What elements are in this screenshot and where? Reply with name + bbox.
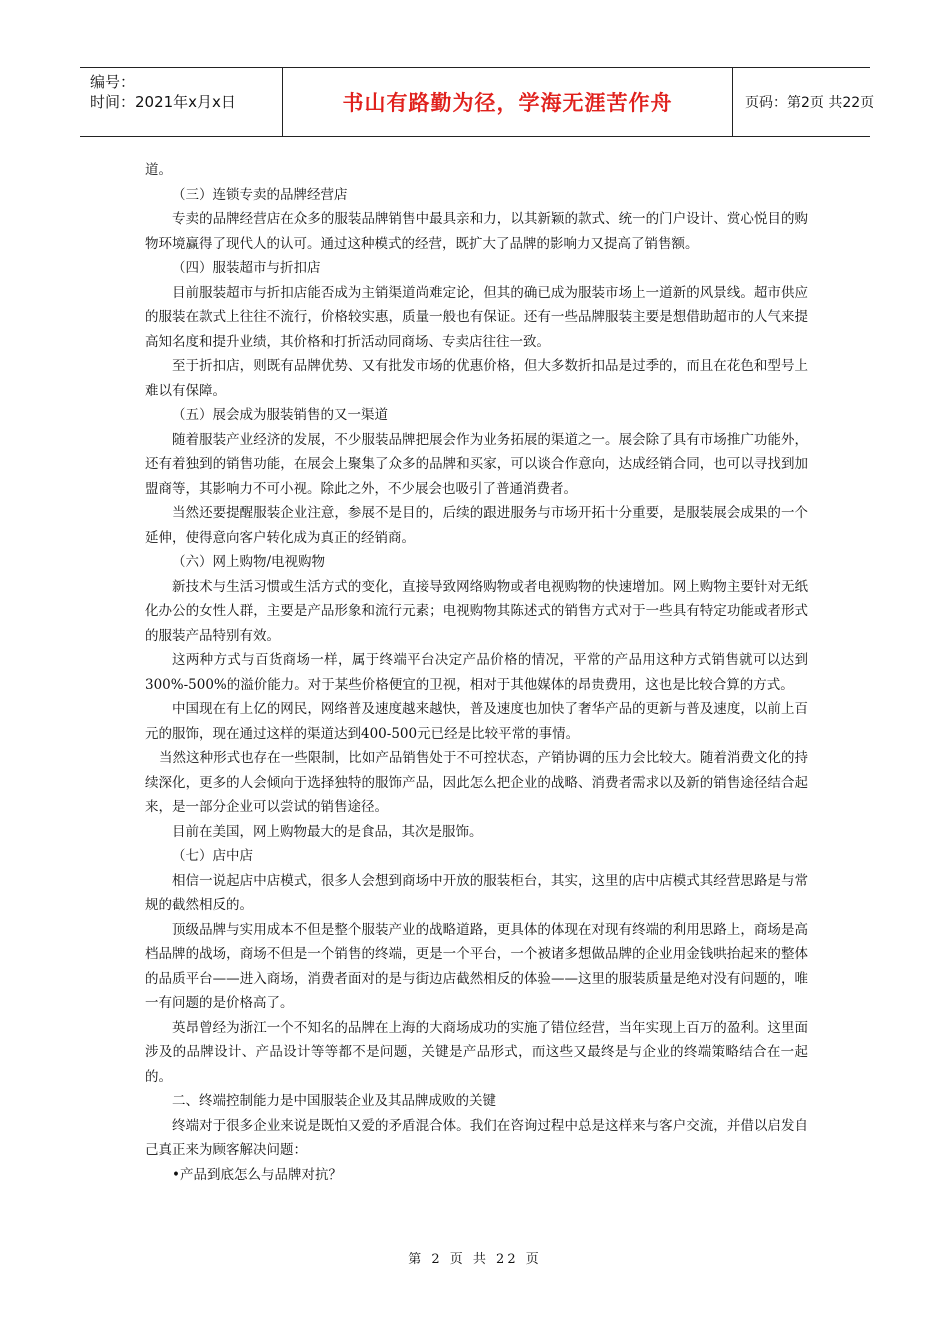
paragraph: 目前服装超市与折扣店能否成为主销渠道尚难定论，但其的确已成为服装市场上一道新的风景线。超市供应的服装在款式上往往不流行，价格较实惠，质量一般也有保证。还有一些品牌服装主要是想借助超市的人气来提高知名度和提升业绩，其价格和打折活动同商场、专卖店往往一致。	[145, 284, 808, 350]
paragraph: 专卖的品牌经营店在众多的服装品牌销售中最具亲和力，以其新颖的款式、统一的门户设计、赏心悦目的购物环境赢得了现代人的认可。通过这种模式的经营，既扩大了品牌的影响力又提高了销售额。	[145, 211, 808, 252]
paragraph: 道。	[145, 162, 172, 178]
section-heading: （四）服装超市与折扣店	[172, 260, 321, 276]
section-heading: （七）店中店	[172, 848, 253, 864]
section-heading: （五）展会成为服装销售的又一渠道	[172, 407, 388, 423]
paragraph: 英昂曾经为浙江一个不知名的品牌在上海的大商场成功的实施了错位经营，当年实现上百万的盈利。这里面涉及的品牌设计、产品设计等等都不是问题，关键是产品形式，而这些又最终是与企业的终端策略结合在一起的。	[145, 1019, 808, 1085]
paragraph: 终端对于很多企业来说是既怕又爱的矛盾混合体。我们在咨询过程中总是这样来与客户交流，并借以启发自己真正来为顾客解决问题：	[145, 1117, 808, 1158]
paragraph: 相信一说起店中店模式，很多人会想到商场中开放的服装柜台，其实，这里的店中店模式其经营思路是与常规的截然相反的。	[145, 872, 808, 913]
paragraph: 至于折扣店，则既有品牌优势、又有批发市场的优惠价格，但大多数折扣品是过季的，而且在花色和型号上难以有保障。	[145, 358, 808, 399]
document-body	[145, 158, 808, 1187]
date-line: 时间：2021年x月x日	[90, 93, 236, 111]
page-header	[80, 67, 875, 137]
header-page-info-cell	[733, 68, 875, 136]
paragraph: 目前在美国，网上购物最大的是食品，其次是服饰。	[172, 823, 483, 840]
paragraph: 当然还要提醒服装企业注意，参展不是目的，后续的跟进服务与市场开拓十分重要，是服装展会成果的一个延伸，使得意向客户转化成为真正的经销商。	[145, 505, 808, 546]
motto: 书山有路勤为径，学海无涯苦作舟	[342, 91, 673, 115]
section-heading: （三）连锁专卖的品牌经营店	[172, 186, 348, 203]
page-footer: 第 2 页 共 22 页	[408, 1252, 542, 1267]
paragraph: 顶级品牌与实用成本不但是整个服装产业的战略道路，更具体的体现在对现有终端的利用思路上，商场是高档品牌的战场，商场不但是一个销售的终端，更是一个平台，一个被诸多想做品牌的企业用金钱哄抬起来的整体的品质平台——进入商场，消费者面对的是与街边店截然相反的体验——这里的服装质量是绝对没有问题的，唯一有问题的是价格高了。	[145, 921, 808, 1011]
paragraph: 随着服装产业经济的发展，不少服装品牌把展会作为业务拓展的渠道之一。展会除了具有市场推广功能外，还有着独到的销售功能，在展会上聚集了众多的品牌和买家，可以谈合作意向，达成经销合同，也可以寻找到加盟商等，其影响力不可小视。除此之外，不少展会也吸引了普通消费者。	[145, 431, 808, 497]
header-meta	[80, 68, 282, 136]
chapter-heading: 二、终端控制能力是中国服装企业及其品牌成败的关键	[172, 1093, 496, 1109]
paragraph: 中国现在有上亿的网民，网络普及速度越来越快，普及速度也加快了奢华产品的更新与普及速度，以前上百元的服饰，现在通过这样的渠道达到400-500元已经是比较平常的事情。	[145, 701, 808, 742]
section-heading: （六）网上购物/电视购物	[172, 554, 326, 570]
paragraph: 当然这种形式也存在一些限制，比如产品销售处于不可控状态，产销协调的压力会比较大。随着消费文化的持续深化，更多的人会倾向于选择独特的服饰产品，因此怎么把企业的战略、消费者需求以及新的销售途径结合起来，是一部分企业可以尝试的销售途径。	[145, 750, 808, 815]
serial-label: 编号：	[90, 73, 136, 91]
page-info: 页码：第2页 共22页	[745, 95, 875, 111]
paragraph: 这两种方式与百货商场一样，属于终端平台决定产品价格的情况，平常的产品用这种方式销售就可以达到300%-500%的溢价能力。对于某些价格便宜的卫视，相对于其他媒体的昂贵费用，这也是比较合算的方式。	[145, 652, 808, 693]
bullet-item: •产品到底怎么与品牌对抗？	[172, 1166, 342, 1183]
header-motto-cell	[282, 68, 733, 136]
paragraph: 新技术与生活习惯或生活方式的变化，直接导致网络购物或者电视购物的快速增加。网上购物主要针对无纸化办公的女性人群，主要是产品形象和流行元素；电视购物其陈述式的销售方式对于一些具有特定功能或者形式的服装产品特别有效。	[145, 578, 808, 644]
